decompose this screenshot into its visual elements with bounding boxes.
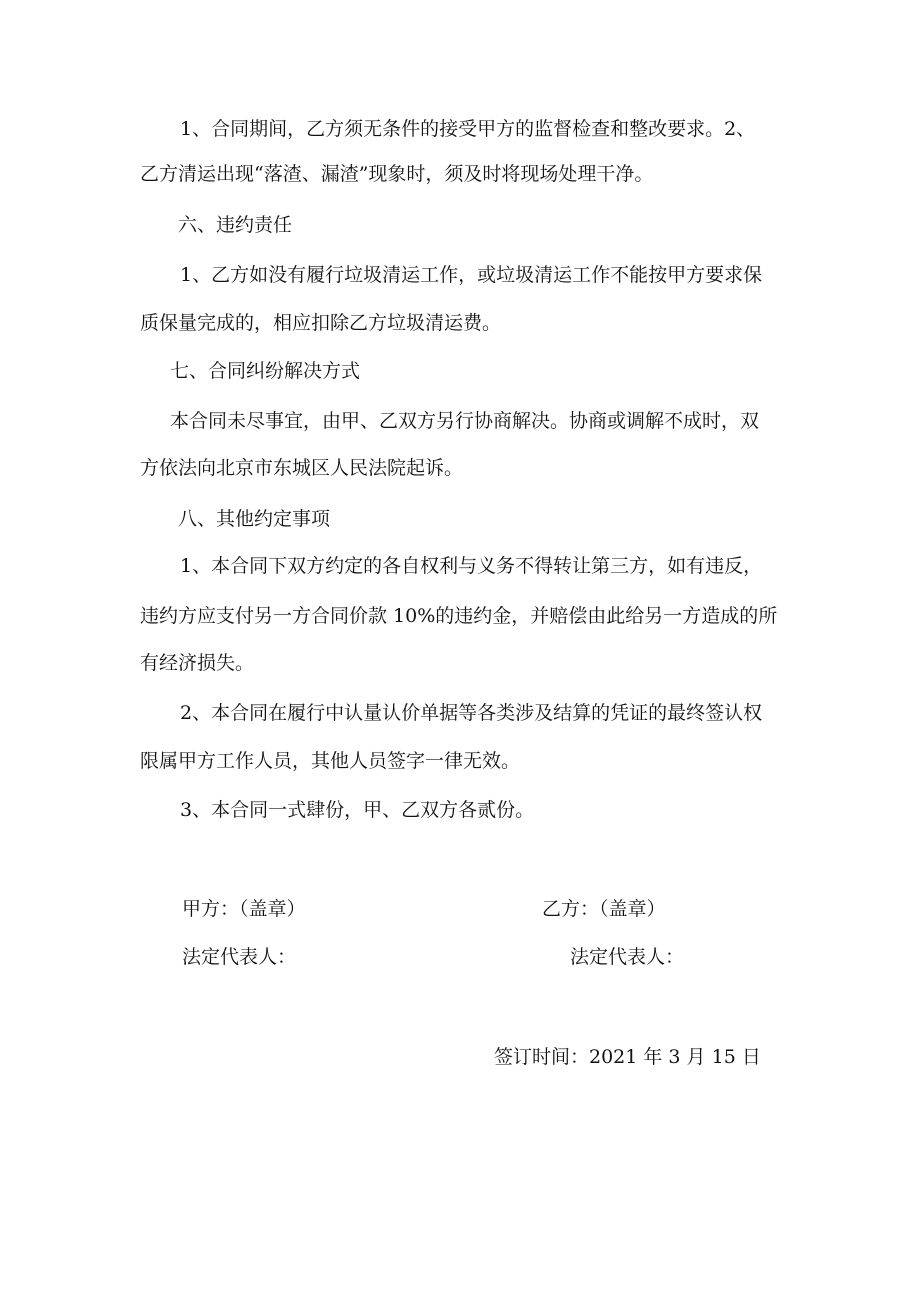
- clause-8-1-line-3: 有经济损失。: [140, 652, 255, 674]
- clause-8-3: 3、本合同一式肆份，甲、乙双方各贰份。: [180, 799, 535, 821]
- heading-other-matters: 八、其他约定事项: [178, 508, 331, 530]
- clause-7-line-1: 本合同未尽事宜，由甲、乙双方另行协商解决。协商或调解不成时，双: [170, 410, 760, 432]
- clause-5-line-2: 乙方清运出现“落渣、漏渣”现象时，须及时将现场处理干净。: [140, 163, 654, 185]
- clause-8-1-line-1: 1、本合同下双方约定的各自权利与义务不得转让第三方，如有违反，: [180, 555, 763, 577]
- signing-date: 签订时间：2021 年 3 月 15 日: [494, 1046, 761, 1068]
- heading-breach-liability: 六、违约责任: [178, 214, 293, 236]
- heading-dispute-resolution: 七、合同纠纷解决方式: [170, 360, 361, 382]
- clause-8-1-line-2: 违约方应支付另一方合同价款 10%的违约金，并赔偿由此给另一方造成的所: [140, 605, 778, 627]
- clause-6-line-2: 质保量完成的，相应扣除乙方垃圾清运费。: [140, 312, 502, 334]
- clause-8-2-line-1: 2、本合同在履行中认量认价单据等各类涉及结算的凭证的最终签认权: [180, 702, 763, 724]
- party-b-seal: 乙方：（盖章）: [542, 898, 666, 920]
- party-b-legal-rep: 法定代表人：: [570, 946, 685, 968]
- clause-6-line-1: 1、乙方如没有履行垃圾清运工作，或垃圾清运工作不能按甲方要求保: [180, 264, 763, 286]
- clause-5-line-1: 1、合同期间，乙方须无条件的接受甲方的监督检查和整改要求。2、: [180, 118, 756, 140]
- clause-8-2-line-2: 限属甲方工作人员，其他人员签字一律无效。: [140, 750, 521, 772]
- party-a-legal-rep: 法定代表人：: [182, 946, 297, 968]
- party-a-seal: 甲方：（盖章）: [182, 898, 306, 920]
- clause-7-line-2: 方依法向北京市东城区人民法院起诉。: [140, 457, 464, 479]
